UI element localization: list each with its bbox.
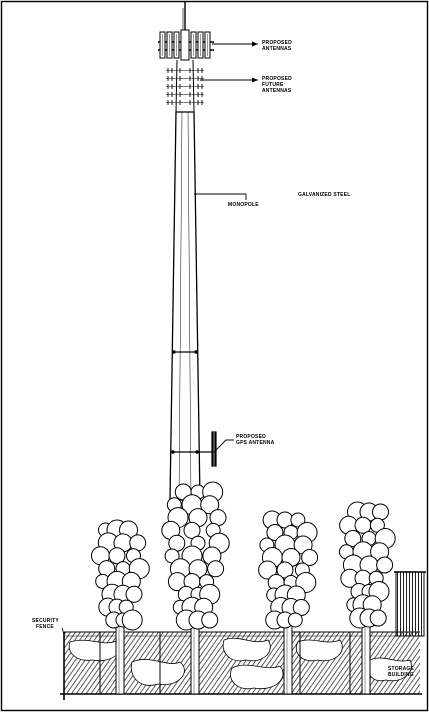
label-gps-antenna: PROPOSED GPS ANTENNA	[236, 434, 275, 446]
label-galvanized-steel: GALVANIZED STEEL	[298, 192, 351, 198]
label-proposed-antennas: PROPOSED ANTENNAS	[262, 40, 292, 52]
label-security-fence: SECURITY FENCE	[32, 618, 59, 630]
label-future-antennas: PROPOSED FUTURE ANTENNAS	[262, 76, 292, 94]
proposed-antenna-array	[158, 30, 214, 60]
future-antenna-array	[166, 60, 204, 112]
label-monopole: MONOPOLE	[228, 202, 259, 208]
monopole	[170, 112, 200, 500]
label-storage-building: STORAGE BUILDING	[388, 666, 415, 678]
gps-antenna	[198, 432, 216, 466]
storage-building	[394, 572, 426, 636]
